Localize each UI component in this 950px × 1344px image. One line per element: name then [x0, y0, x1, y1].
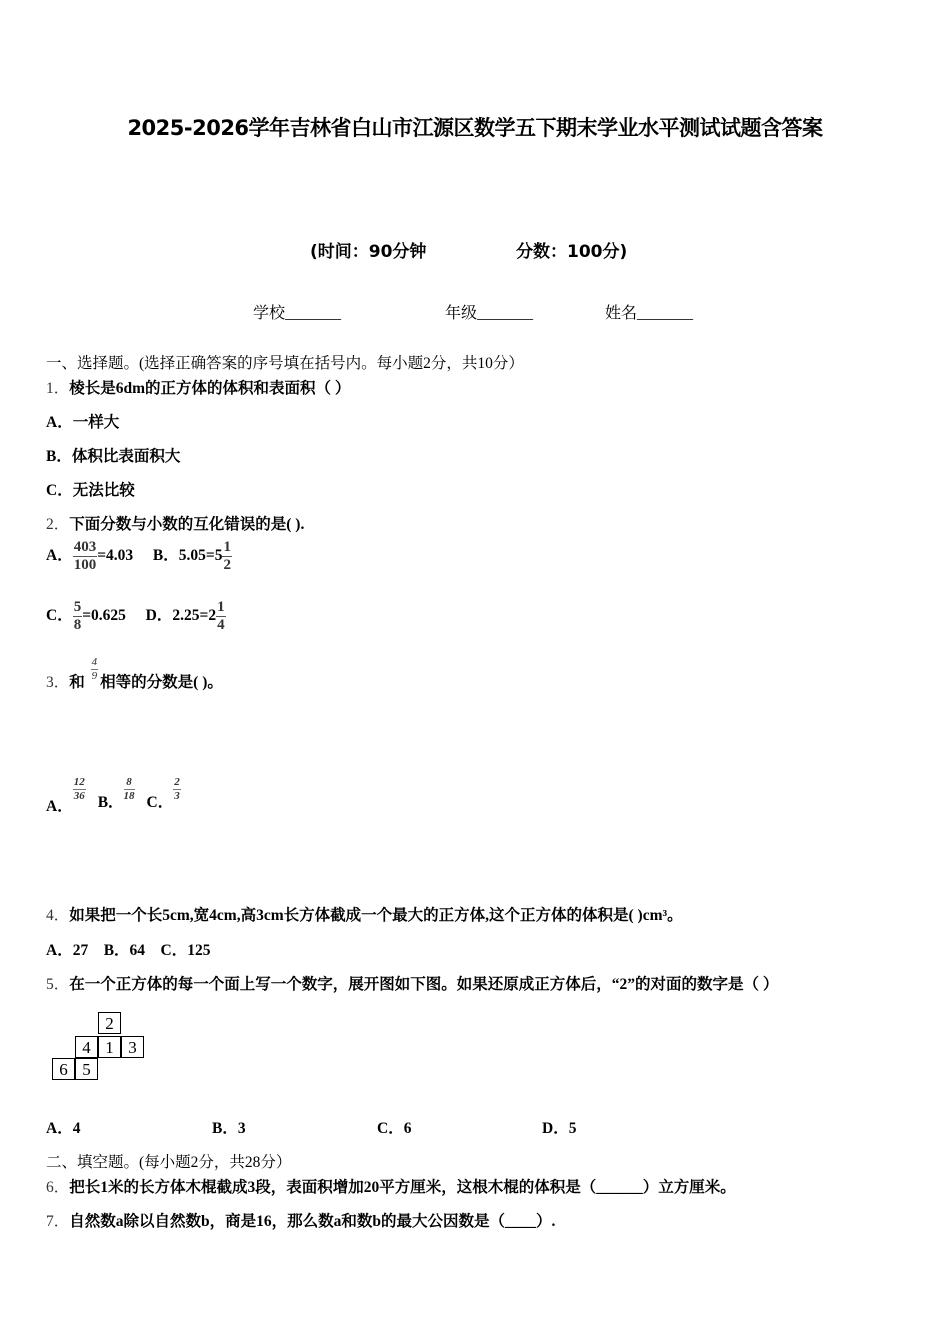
fraction-numerator: 2 — [174, 775, 180, 788]
question-6 — [46, 1175, 736, 1197]
fraction — [216, 600, 226, 633]
fraction — [222, 540, 232, 573]
question-text: 把长1米的长方体木棍截成3段，表面积增加20平方厘米，这根木棍的体积是（______）立方厘米。 — [69, 1179, 736, 1196]
q2-option-b-label: B．5.05=5 — [152, 547, 223, 565]
question-number: 1． — [46, 380, 70, 397]
question-number: 3． — [46, 674, 70, 691]
q2-option-a-label: A． — [46, 547, 73, 565]
q1-option-c: C．无法比较 — [46, 482, 135, 499]
question-number: 6． — [46, 1179, 70, 1196]
q2-option-d-label: D．2.25=2 — [145, 607, 217, 625]
q5-option-b: B．3 — [212, 1120, 246, 1137]
q2-option-a-tail: =4.03 — [97, 547, 134, 565]
question-4 — [46, 903, 683, 925]
fraction — [91, 657, 99, 682]
net-cell: 1 — [98, 1036, 121, 1058]
page-title: 2025-2026学年吉林省白山市江源区数学五下期末学业水平测试试题含答案 — [127, 116, 823, 140]
exam-time: (时间：90分钟 — [310, 242, 427, 262]
fraction-numerator: 5 — [73, 599, 82, 615]
q3-option-c-label: C． — [146, 794, 174, 811]
q3-option-b-label: B． — [97, 794, 124, 811]
question-text: 相等的分数是( )。 — [100, 674, 223, 691]
question-text: 棱长是6dm的正方体的体积和表面积（ ） — [69, 380, 351, 397]
fraction-numerator: 12 — [73, 775, 85, 788]
q4-options: A．27 B．64 C．125 — [46, 942, 211, 959]
fraction-denominator: 9 — [91, 669, 98, 682]
q2-options-ab — [46, 540, 232, 573]
net-cell: 6 — [52, 1058, 75, 1080]
question-text: 在一个正方体的每一个面上写一个数字，展开图如下图。如果还原成正方体后，“2”的对面的数字是（ ） — [69, 976, 779, 993]
q1-option-a: A．一样大 — [46, 414, 120, 431]
q1-option-b: B．体积比表面积大 — [46, 448, 181, 465]
fraction — [73, 540, 98, 573]
question-text: 下面分数与小数的互化错误的是( ). — [69, 516, 305, 533]
cube-net-figure — [52, 1012, 152, 1084]
section-fill-heading: 二、填空题。(每小题2分，共28分） — [46, 1154, 292, 1171]
question-text: 如果把一个长5cm,宽4cm,高3cm长方体截成一个最大的正方体,这个正方体的体积是( )cm³。 — [69, 907, 683, 924]
fraction — [73, 600, 83, 633]
grade-field: 年级_______ — [445, 305, 534, 322]
question-7 — [46, 1209, 555, 1231]
question-text: 自然数a除以自然数b，商是16，那么数a和数b的最大公因数是（____）. — [69, 1213, 556, 1230]
fraction-denominator: 4 — [217, 617, 225, 633]
question-5 — [46, 972, 778, 994]
question-3 — [46, 655, 223, 696]
question-number: 5． — [46, 976, 70, 993]
q5-option-a: A．4 — [46, 1120, 81, 1137]
fraction — [173, 777, 181, 802]
school-field: 学校_______ — [253, 305, 342, 322]
section-choice-heading: 一、选择题。(选择正确答案的序号填在括号内。每小题2分，共10分） — [46, 355, 524, 372]
net-cell: 5 — [75, 1058, 98, 1080]
fraction-denominator: 2 — [223, 557, 231, 573]
fraction-numerator: 1 — [223, 539, 231, 555]
fraction-numerator: 1 — [217, 599, 225, 615]
q5-option-c: C．6 — [377, 1120, 412, 1137]
question-2 — [46, 512, 304, 534]
net-cell: 4 — [75, 1036, 98, 1058]
fraction-denominator: 36 — [73, 789, 85, 802]
net-cell: 2 — [98, 1012, 121, 1034]
question-number: 7． — [46, 1213, 70, 1230]
fraction-numerator: 4 — [91, 655, 98, 668]
fraction-denominator: 18 — [123, 789, 135, 802]
q5-option-d: D．5 — [542, 1120, 577, 1137]
fraction-denominator: 3 — [174, 789, 180, 802]
net-cell: 3 — [121, 1036, 144, 1058]
question-1 — [46, 376, 350, 398]
fraction-numerator: 403 — [73, 539, 97, 555]
question-prefix: 和 — [69, 674, 85, 691]
question-number: 4． — [46, 907, 70, 924]
q3-options — [46, 775, 181, 816]
fraction-denominator: 100 — [73, 557, 97, 573]
name-field: 姓名_______ — [605, 305, 694, 322]
question-number: 2． — [46, 516, 70, 533]
fraction — [73, 777, 86, 802]
q2-option-c-tail: =0.625 — [82, 607, 126, 625]
fraction-numerator: 8 — [124, 777, 135, 790]
q2-options-cd — [46, 600, 226, 633]
exam-score: 分数：100分) — [516, 242, 628, 262]
q3-option-a-label: A． — [46, 797, 73, 815]
fraction-denominator: 8 — [73, 617, 82, 633]
fraction — [124, 777, 135, 802]
q2-option-c-label: C． — [46, 607, 73, 625]
